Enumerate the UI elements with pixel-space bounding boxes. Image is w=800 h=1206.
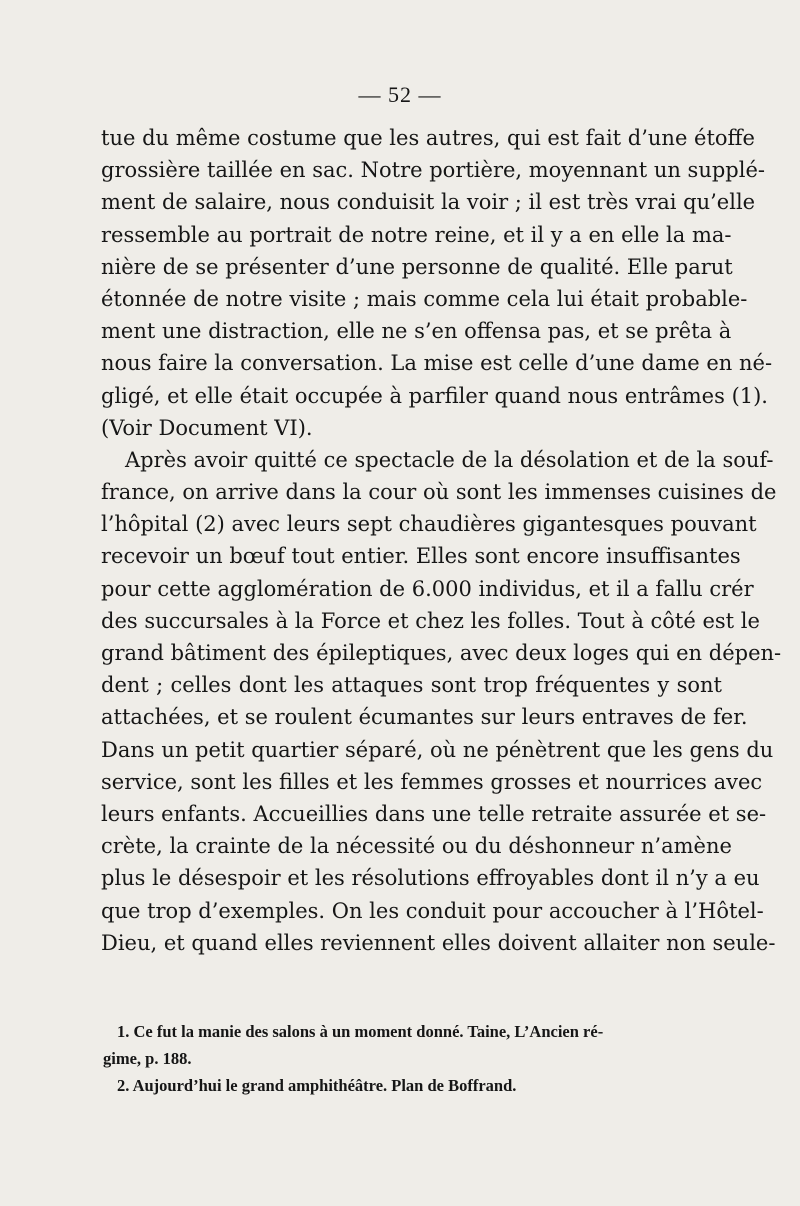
text-line: ment de salaire, nous conduisit la voir ; il est très vrai qu’elle (101, 190, 756, 215)
text-line: france, on arrive dans la cour où sont les immenses cuisines de (101, 480, 777, 505)
text-line: pour cette agglomération de 6.000 individus, et il a fallu crér (101, 576, 754, 601)
text-line: que trop d’exemples. On les conduit pour accoucher à l’Hôtel- (101, 898, 764, 923)
text-line: service, sont les filles et les femmes grosses et nourrices avec (101, 769, 763, 794)
footnote-1-line-1: 1. Ce fut la manie des salons à un moment donné. Taine, L’Ancien ré- (117, 1022, 604, 1041)
text-line: Après avoir quitté ce spectacle de la désolation et de la souf- (125, 447, 774, 472)
text-line: étonnée de notre visite ; mais comme cela lui était probable- (101, 286, 748, 311)
text-line: recevoir un bœuf tout entier. Elles sont encore insuffisantes (101, 544, 741, 569)
text-line: Dans un petit quartier séparé, où ne pénètrent que les gens du (101, 737, 774, 762)
text-line: dent ; celles dont les attaques sont trop fréquentes y sont (101, 673, 722, 698)
text-line: nous faire la conversation. La mise est celle d’une dame en né- (101, 351, 773, 376)
text-line: gligé, et elle était occupée à parfiler quand nous entrâmes (1). (101, 383, 768, 408)
footnote-2: 2. Aujourd’hui le grand amphithéâtre. Plan de Boffrand. (117, 1076, 517, 1095)
text-line: attachées, et se roulent écumantes sur leurs entraves de fer. (101, 705, 748, 730)
main-text (101, 122, 782, 959)
text-line: nière de se présenter d’une personne de qualité. Elle parut (101, 254, 733, 279)
text-line: tue du même costume que les autres, qui est fait d’une étoffe (101, 126, 755, 150)
text-line: plus le désespoir et les résolutions effroyables dont il n’y a eu (101, 866, 760, 891)
text-line: des succursales à la Force et chez les folles. Tout à côté est le (101, 608, 760, 633)
footnote-1-line-2: gime, p. 188. (103, 1049, 192, 1068)
text-line: crète, la crainte de la nécessité ou du déshonneur n’amène (101, 834, 732, 859)
text-line: (Voir Document VI). (101, 415, 313, 440)
text-line: Dieu, et quand elles reviennent elles doivent allaiter non seule- (101, 930, 776, 955)
text-line: l’hôpital (2) avec leurs sept chaudières gigantesques pouvant (101, 512, 757, 537)
text-line: leurs enfants. Accueillies dans une telle retraite assurée et se- (101, 801, 767, 826)
text-line: ment une distraction, elle ne s’en offensa pas, et se prêta à (101, 319, 732, 344)
text-line: ressemble au portrait de notre reine, et il y a en elle la ma- (101, 222, 732, 247)
text-line: grossière taillée en sac. Notre portière, moyennant un supplé- (101, 158, 765, 183)
page-number: — 52 — (358, 82, 442, 107)
footnotes (103, 1018, 723, 1099)
text-line: grand bâtiment des épileptiques, avec deux loges qui en dépen- (101, 641, 782, 665)
